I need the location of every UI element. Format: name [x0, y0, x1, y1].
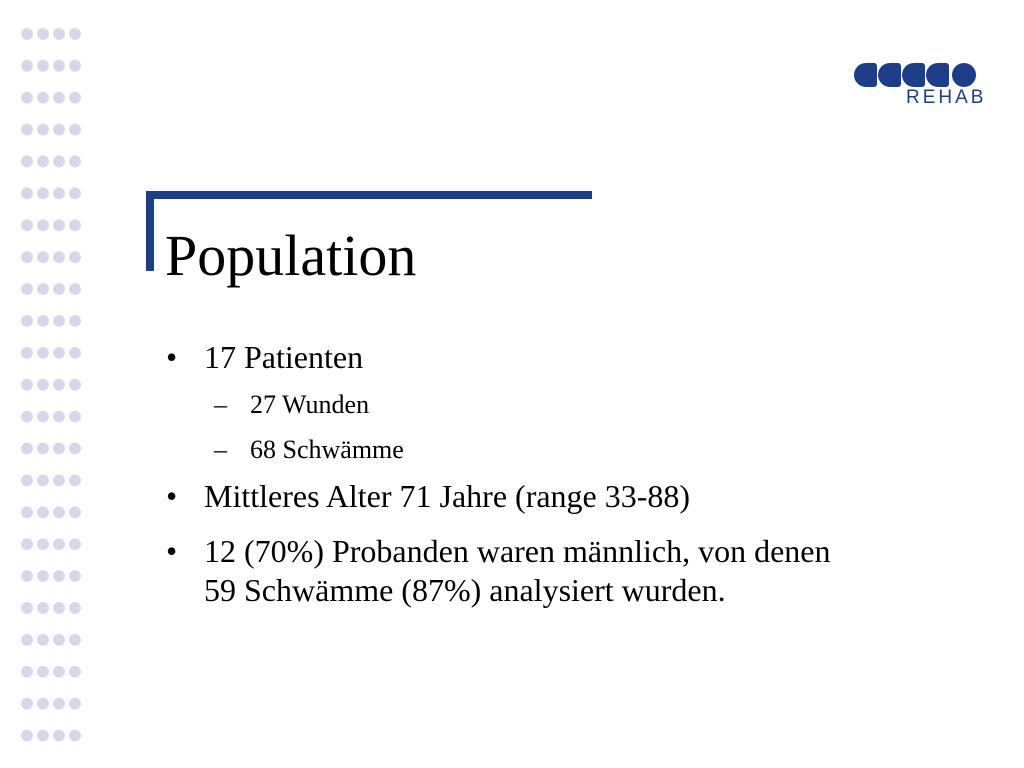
logo-wordmark: REHAB	[906, 87, 987, 108]
bullet-male-line-1: 12 (70%) Probanden waren männlich, von denen	[204, 533, 831, 569]
title-frame-top	[146, 191, 592, 199]
rehab-logo	[852, 62, 987, 112]
bullet-marker: •	[166, 339, 178, 375]
sub-bullet-marker: –	[214, 390, 227, 419]
decorative-dot-pattern	[19, 18, 83, 752]
bullet-male-line-2: 59 Schwämme (87%) analysiert wurden.	[204, 572, 726, 608]
sub-bullet-marker: –	[214, 435, 227, 464]
logo-dots-icon	[852, 62, 982, 88]
sub-bullet-sponges: 68 Schwämme	[250, 435, 404, 464]
sub-bullet-wounds: 27 Wunden	[250, 390, 370, 419]
title-frame-left	[146, 191, 154, 271]
bullet-marker: •	[166, 478, 178, 514]
slide-title: Population	[165, 223, 417, 288]
bullet-marker: •	[166, 533, 178, 569]
bullet-patients: 17 Patienten	[204, 339, 364, 375]
bullet-mean-age: Mittleres Alter 71 Jahre (range 33-88)	[204, 478, 691, 514]
